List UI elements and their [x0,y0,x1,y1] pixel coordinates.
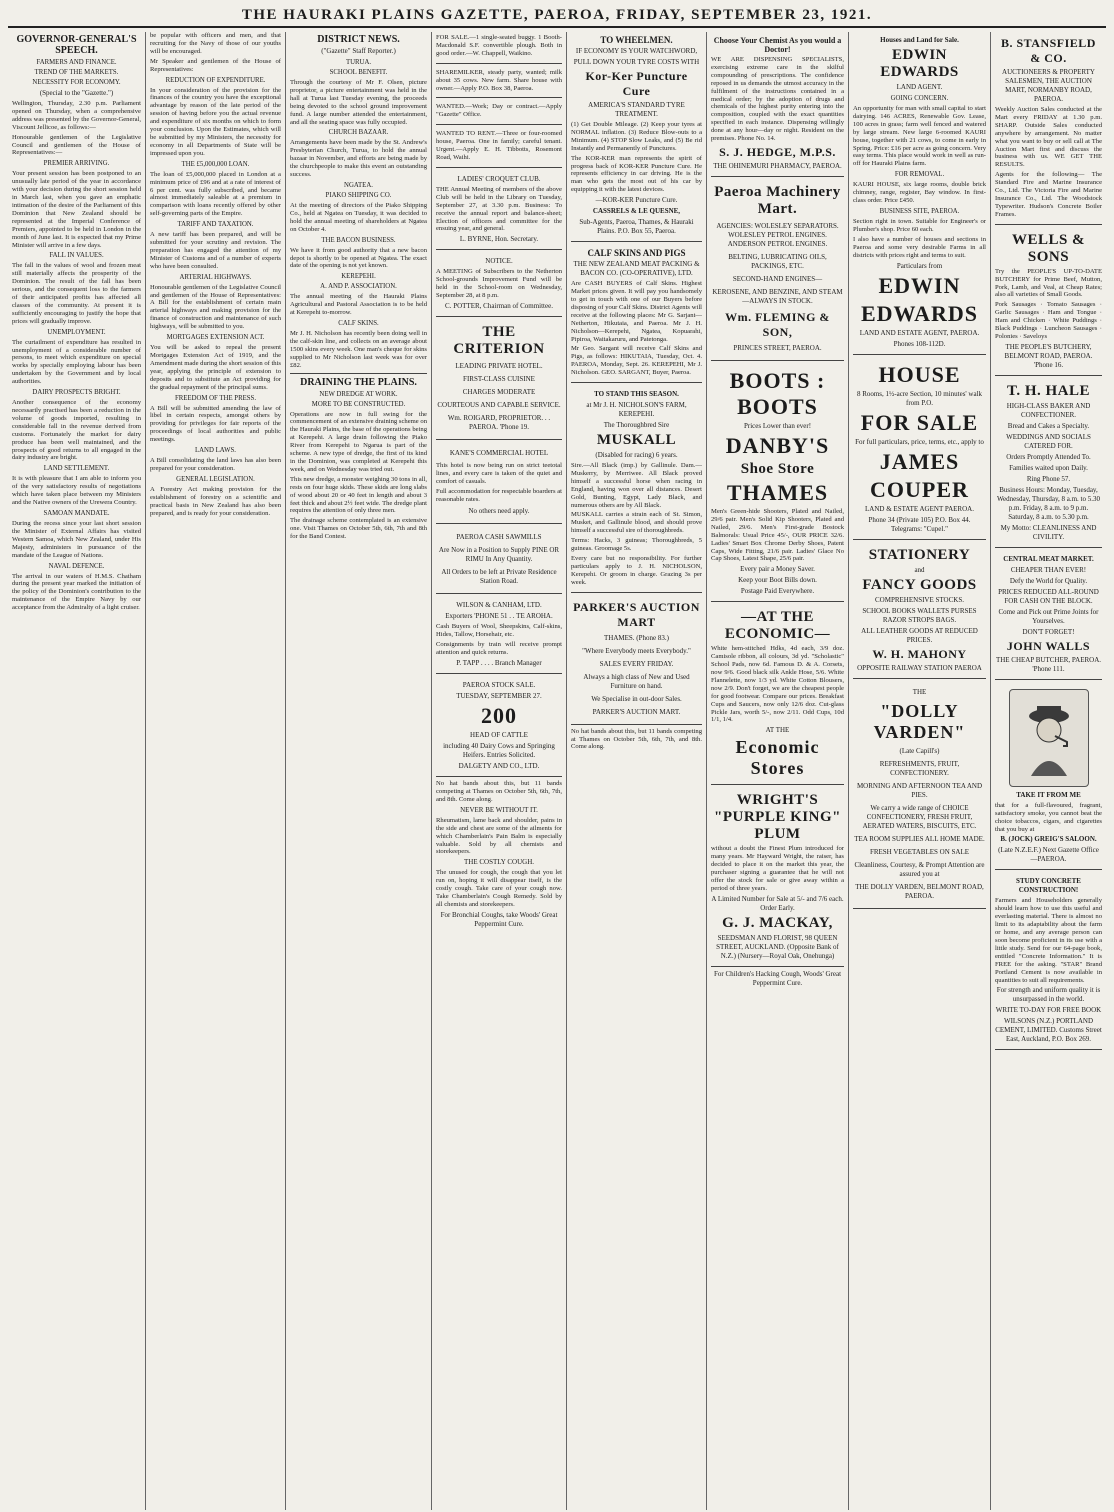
store-name: THAMES [726,479,829,505]
ad-title: HOUSE [878,361,961,387]
chemist-ad [711,32,844,177]
ad-line: SALES EVERY FRIDAY. [599,659,674,668]
ad-name: S. J. HEDGE, M.P.S. [719,144,836,159]
ad-name: B. STANSFIELD & CO. [1001,36,1096,65]
ad-sign: WILSONS (N.Z.) PORTLAND CEMENT, LIMITED. Customs Street East, Auckland, P.O. Box 269. [995,1017,1102,1044]
ad-line: HEAD OF CATTLE [470,731,528,740]
ad-line: LEADING PRIVATE HOTEL. [455,361,543,370]
tobacco-saloon-ad [995,683,1102,871]
ad-title: NOTICE. [485,257,513,266]
store-name: Shoe Store [740,460,815,477]
central-meat-ad [995,551,1102,680]
ad-line: TUESDAY, SEPTEMBER 27. [456,692,542,701]
ad-line: A Limited Number for Sale at 5/- and 7/6 each. Order Early. [711,894,844,912]
ad-line: THE [912,687,927,696]
section-label: Houses and Land for Sale. [880,36,959,44]
ad-line: (Late Capill's) [899,746,940,755]
ad-line: For full particulars, price, terms, etc., apply to [855,437,984,446]
economic-stores-ad [711,605,844,785]
section-head: PREMIER ARRIVING. [43,160,110,168]
cattle-count: 200 [481,703,517,729]
ad-text: MUSKALL carries a strain each of St. Simon, Musket, and Gallinule blood, and should prove himself a successful sire of thoroughbreds. [571,511,702,535]
paragraph: The curtailment of expenditure has resulted in unemployment of a considerable number of persons, to meet which expenditure on special works by specially employing labour has been undertaken by the Government and by local authorities. [12,338,141,386]
ad-title: LADIES' CROQUET CLUB. [457,174,541,183]
paragraph: The drainage scheme contemplated is an extensive one. Visit Thames on October 5th, 6th, 7th and 8th for the Band Contest. [290,517,427,541]
column-5 [567,32,707,1510]
paragraph: The arrival in our waters of H.M.S. Chatham during the present year marked the initiation of the policy of the Dominion's contribution to the maintenance of the Empire Navy by our acceptance from the Admiralty of a light cruiser. [12,572,141,612]
paragraph: A Bill consolidating the land laws has also been prepared for your consideration. [150,457,281,472]
ad-title: PAEROA CASH SAWMILLS [456,533,542,542]
article-title: DRAINING THE PLAINS. [300,376,417,388]
ad-name: JOHN WALLS [1006,638,1091,653]
ad-text: Cash Buyers of Wool, Sheepskins, Calf-skins, Hides, Tallow, Horsehair, etc. [436,623,562,639]
paragraph: be popular with officers and men, and that recruiting for the Navy of those of our youths will be encouraged. [150,32,281,55]
brand-name: Kor-Ker Puncture Cure [585,69,688,98]
paragraph: A Forestry Act making provision for the establishment of forestry on a scientific and practical basis in New Zealand has also been prepared, and is ready for your consideration. [150,485,281,517]
ad-text: This hotel is now being run on strict teetotal lines, and every care is taken of the quiet and comfort of casuals. [436,461,562,485]
ad-line: at Mr J. H. NICHOLSON'S FARM, KEREPEHI. [586,401,687,419]
horse-name: MUSKALL [596,432,677,449]
column-8 [991,32,1106,1510]
section-head: SAMOAN MANDATE. [43,509,110,517]
sawmills-ad [436,527,562,594]
ad-line: LAND AND ESTATE AGENT, PAEROA. [859,328,980,337]
section-head: LAND SETTLEMENT. [43,465,110,473]
ad-sign: DALGETY AND CO., LTD. [458,762,540,771]
ad-line: No others need apply. [468,507,530,516]
ad-name: Wm. FLEMING & SON, [725,309,830,339]
ad-text: SHAREMILKER, steady party, wanted; milk about 35 cows. New farm. Share house with owner.—Apply P.O. Box 38, Paeroa. [436,68,562,92]
ad-line: We Specialise in out-door Sales. [591,694,682,703]
paragraph: No hat bands about this, but 11 bands competing at Thames on October 5th, 6th, 7th, and 8th. Come along. [436,780,562,803]
section-head: MORTGAGES EXTENSION ACT. [166,334,265,342]
croquet-ad [436,171,562,250]
ad-title: BOOTS : BOOTS [729,367,826,419]
ad-name: COUPER [870,476,969,502]
ad-text: I also have a number of houses and sections in Paeroa and some very desirable Farms in all districts with prices right and terms to suit. [853,235,986,259]
ad-sign: L. BYRNE, Hon. Secretary. [459,235,539,244]
paragraph: A Bill will be submitted amending the law of libel in certain respects, amongst others by providing for privileges for fair reports of the proceedings of local authorities and public meetings. [150,404,281,444]
ad-line: The Thoroughbred Sire [603,421,670,430]
section-head: ARTERIAL HIGHWAYS. [179,273,252,281]
ad-title: KANE'S COMMERCIAL HOTEL [449,448,549,457]
ad-line: PULL DOWN YOUR TYRE COSTS WITH [573,58,700,66]
ad-line: THE NEW ZEALAND MEAT PACKING & BACON CO. (CO-OPERATIVE), LTD. [573,260,700,278]
ad-line: SEEDSMAN AND FLORIST, 98 QUEEN STREET, AUCKLAND. (Opposite Bank of N.Z.) (Nursery—Royal Oak, Onehunga) [716,933,839,960]
section-head: FREEDOM OF THE PRESS. [174,394,257,402]
store-name: Economic Stores [735,737,820,779]
ad-line: PRINCES STREET, PAEROA. [733,343,822,352]
ad-line: Exporters 'PHONE 51 . . TE AROHA. [445,612,553,621]
boots-ad [711,364,844,602]
ad-name: EDWARDS [860,300,979,326]
ad-title: "DOLLY VARDEN" [873,700,966,742]
ad-line: LAND & ESTATE AGENT PAEROA. [865,504,974,513]
ad-name: W. H. MAHONY [872,646,967,661]
paragraph: Rheumatism, lame back and shoulder, pains in the side and chest are some of the ailments for which Chamberlain's Pain Balm is especially valuable. Sold by all chemists and storekeepers. [436,816,562,856]
footer-ad: For Bronchial Coughs, take Woods' Great Peppermint Cure. [440,910,558,928]
section-head: LAND LAWS. [195,447,236,455]
ad-line: AUCTIONEERS & PROPERTY SALESMEN, THE AUCTION MART, NORMANBY ROAD, PAEROA. [1002,68,1095,103]
calf-skins-ad [571,245,702,383]
edwards-listings [853,32,986,355]
ad-name: EDWIN EDWARDS [880,47,959,80]
ad-line: Keep your Boot Bills down. [738,576,817,585]
classified-ad [436,101,562,125]
paragraph: At the meeting of directors of the Piako Shipping Co., held at Ngatea on Tuesday, it was decided to hold the annual meeting of shareholders at Ngatea on October 4. [290,201,427,233]
ad-line: For strength and uniform quality it is unsurpassed in the world. [996,986,1101,1004]
section-head: THE BACON BUSINESS. [321,236,396,244]
ad-name: WELLS & SONS [1011,231,1086,265]
korker-ad [571,32,702,242]
ad-text: Full accommodation for respectable boarders at reasonable rates. [436,487,562,503]
article-subhead: MORE TO BE CONSTRUCTED. [311,400,406,408]
paragraph: Arrangements have been made by the St. Andrew's Presbyterian Church, Turua, to hold the annual bazaar in November, and efforts are being made by the churchpeople to make this event an outstanding success. [290,139,427,179]
ad-title: —AT THE ECONOMIC— [724,609,831,643]
kane-hotel-ad [436,443,562,525]
ad-line: LAND AGENT. [896,83,943,91]
ad-line: Phones 108-112D. [893,339,946,348]
ad-line: (Late N.Z.E.F.) Next Gazette Office—PAEROA. [998,846,1099,864]
ad-title: THE COSTLY COUGH. [463,858,534,867]
ad-sign: P. TAPP . . . . Branch Manager [456,659,542,668]
pipe-smoker-icon [1019,698,1079,778]
ad-name: G. J. MACKAY, [722,914,833,931]
paragraph: Operations are now in full swing for the commencement of an extensive draining scheme on the Hauraki Plains, the base of the operations being at Kerepehi. A large drain following the Piako River from Kerepehi to Ngarua is part of the scheme. A new type of dredge, the first of its kind in the Dominion, was completed at Kerepehi this week, and on Wednesday was tried out. [290,410,427,473]
ad-line: Defy the World for Quality. [1009,576,1088,585]
wells-butchery-ad [995,228,1102,376]
ad-line: including 40 Dairy Cows and Springing Heifers. Entries Solicited. [443,742,555,760]
plum-ad [711,788,844,966]
stock-sale-ad [436,677,562,777]
ad-sign: THE PEOPLE'S BUTCHERY, BELMONT ROAD, PAEROA. 'Phone 16. [1004,342,1093,369]
classified-ad [436,67,562,99]
ad-sign: C. POTTER, Chairman of Committee. [445,301,553,310]
ad-title: PARKER'S AUCTION MART [573,599,700,629]
ad-text: Men's Green-hide Shooters, Plated and Nailed, 29/6 pair. Men's Solid Kip Shooters, Plated and Nailed, 29/6. Men's First-grade Bostock Balmorals: Usual Price 45/-, OUR PRICE 32/6. Ladies' Smart Box Chrome Derby Shoes, Patent Caps, Wide Fitting, 21/6 pair. Ladies' Glace No Cap Shoes, Latest Shape, 25/6 pair. [711,507,844,563]
byline: (Special to the "Gazette.") [39,89,114,97]
section-head: GOING CONCERN. [890,95,949,102]
ad-title: THE CRITERION [453,323,545,357]
ad-text: Pork Sausages · Tomato Sausages · Garlic Sausages · Ham and Tongue · Ham and Chicken · White Puddings · Black Puddings · Luncheon Sausages · Polonies · Saveloys [995,301,1102,340]
paragraph: It is with pleasure that I am able to inform you of the very satisfactory results of negotiations which have taken place between my Ministers and the Native owners of the Urewera Country. [12,475,141,507]
paragraph: No hat bands about this, but 11 bands competing at Thames on October 5th, 6th, 7th, and 8th. Come along. [571,727,702,751]
section-head: UNEMPLOYMENT. [47,328,106,336]
parkers-auction-ad [571,596,702,725]
section-head: CALF SKINS. [338,320,379,328]
ad-text: A MEETING of Subscribers to the Netherton School-grounds Improvement Fund will be held in the School-room on Wednesday, September 28, at 8 p.m. [436,268,562,300]
criterion-ad [436,320,562,440]
article-subhead: NEW DREDGE AT WORK. [319,390,398,398]
notice-ad [436,253,562,317]
ad-text: that for a full-flavoured, fragrant, satisfactory smoke, you cannot beat the choice tobaccos, cigars, and cigarettes that you buy at [995,801,1102,833]
column-2 [146,32,286,1510]
ad-line: OPPOSITE RAILWAY STATION PAEROA [857,663,982,672]
wilson-canham-ad [436,597,562,674]
ad-line: COURTEOUS AND CAPABLE SERVICE. [437,400,561,409]
ad-text: without a doubt the Finest Plum introduced for many years. Mr Hayward Wright, the raiser, has decided to place it on the market this year, the purchaser signing a guarantee that he will not offer the stock for sale or give away within a period of three years. [711,845,844,892]
ad-name: B. (JOCK) GREIG'S SALOON. [1000,835,1097,844]
paragraph: During the recess since your last short session the Minister of External Affairs has visited Western Samoa, which New Zealand, under His Majesty, administers in pursuance of the mandate of the League of Nations. [12,519,141,559]
ad-text: FOR SALE.—1 single-seated buggy. 1 Booth-Macdonald S.F. convertible plough. Both in good order.—W. Chappell, Waikino. [436,34,562,57]
stud-horse-ad [571,386,702,593]
ad-line: TEA ROOM SUPPLIES ALL HOME MADE. [854,834,985,843]
paragraph: The unused for cough, the cough that you let run on, hoping it will disappear itself, is the costly cough. Take care of your cough now. Take Chamberlain's Cough Remedy. Sold by all chemists and storekeepers. [436,869,562,908]
column-7 [849,32,991,1510]
ad-text: Terms: Hacks, 3 guineas; Thoroughbreds, 5 guineas. Groomage 5s. [571,537,702,553]
ad-line: HIGH-CLASS BAKER AND CONFECTIONER. [1006,401,1091,419]
ad-text: Agents for the following— The Standard Fire and Marine Insurance Co., Ltd. The Victoria Fire and Marine Insurance Co., Ltd. The Woodstock Typewriter. Hudson's Concrete Boiler Frames. [995,171,1102,218]
ad-line: AGENCIES: WOLESLEY SEPARATORS. WOLESLEY PETROL ENGINES. ANDERSON PETROL ENGINES. [716,221,839,248]
section-head: SCHOOL BENEFIT. [329,69,388,76]
ad-text: WE ARE DISPENSING SPECIALISTS, exercising extreme care in the skilful compounding of prescriptions. The confidence reposed in us demands the utmost accuracy in the fulfilment of the instructions contained in a medical order; by the adoption of drugs and chemicals of the highest purity entering into the composition, coupled with the exact quantities specified in each instance. Dispensing willingly done at any hour—day or night. Resident on the premises. Phone No. 14. [711,56,844,143]
ad-sign: THE DOLLY VARDEN, BELMONT ROAD, PAEROA. [855,882,984,900]
ad-title: FANCY GOODS [862,576,977,593]
ad-line: Ring Phone 57. [1026,474,1071,483]
ad-line: and [914,565,925,574]
place-head: NGATEA. [344,181,373,189]
hale-bakery-ad [995,379,1102,548]
paragraph: Your present session has been postponed to an unusually late period of the year in accordance with your decision during the short session held in March last, when you gave an emphatic intimation of the desire of the Parliament of this Dominion that New Zealand should be represented at the Imperial Conference of Premiers, appointed to be held in London in the month of June last. It is expected that my Prime Minister will arrive in a few days. [12,170,141,249]
ad-line: Business Hours: Monday, Tuesday, Wednesday, Thursday, 8 a.m. to 5.30 p.m. Friday, 8 a.m. to 9 p.m. Saturday, 8 a.m. to 5.30 p.m. [997,485,1100,521]
ad-line: Postage Paid Everywhere. [740,587,815,596]
paragraph: The loan of £5,000,000 placed in London at a minimum price of £96 and at a rate of interest of 6 per cent. was fully subscribed, and became almost immediately saleable at a premium in comparison with loans recently offered by other self-governing parts of the Empire. [150,170,281,218]
ad-line: Particulars from [896,261,943,270]
ad-text: Sire.—All Black (imp.) by Gallinule. Dam.—Muskerry, by Merriwee. All Black proved himself a successful horse when racing in England, having won over all distances. Desert Gold, Bunting, Egypt, Lady Black, and numerous others are by All Black. [571,462,702,509]
section-head: PIAKO SHIPPING CO. [325,191,392,199]
ad-line: BELTING, LUBRICATING OILS, PACKINGS, ETC. [728,252,827,270]
ad-text: White hem-stitched Hdks, 4d each, 3/9 doz. Camisole ribbon, all colours, 3d yd. "Scholastic" School Pads, now 6d. Famous D. & A. Corsets, now 9/6. Good black silk Ankle Hose, 5/6. White Flannelette, now 1/3 yd. White Cotton Blousers, now 2/9. Don't forget, we are the cheapest people for good footwear. Compare our prices. Breakfast Cups and Saucers, now only 12/6 doz. Cut-glass Pickle Jars, worth 5/-, now 2/11. Odd Cups, 10d 1/1, 1/4. [711,645,844,724]
ad-line: Come and Pick out Prime Joints for Yourselves. [998,607,1099,625]
article-subhead: TREND OF THE MARKETS. [34,69,119,76]
ad-title: TO STAND THIS SEASON. [594,390,679,399]
ad-line: PRICES REDUCED ALL-ROUND FOR CASH ON THE BLOCK. [998,587,1099,605]
ad-line: WEDDINGS AND SOCIALS CATERED FOR. [1006,432,1091,450]
section-head: BUSINESS SITE, PAEROA. [879,207,960,215]
ad-text: (1) Get Double Mileage. (2) Keep your tyres at NORMAL inflation. (3) Reduce Blow-outs to a Minimum. (4) STOP Slow Leaks, and (5) Be rid Instantly and Permanently of Punctures. [571,121,702,152]
ad-line: Prices Lower than ever! [743,421,812,430]
machinery-mart-ad [711,180,844,361]
paragraph: Through the courtesy of Mr F. Olsen, picture proprietor, a picture entertainment was held in the hall at Turua last Tuesday evening, the proceeds being devoted to the school ground improvement fund. A large number attended the entertainment, and all the seating space was fully occupied. [290,79,427,126]
section-head: DAIRY PROSPECTS BRIGHT. [32,389,121,397]
ad-text: Weekly Auction Sales conducted at the Mart every FRIDAY at 1.30 p.m. SHARP. Outside Sales conducted anywhere by arrangement. No matter what you want to buy or sell call at The Auction Mart first and discuss the business with us. WE GET THE RESULTS. [995,106,1102,169]
ad-line: SCHOOL BOOKS WALLETS PURSES RAZOR STROPS BAGS. [862,606,977,624]
ad-title: WILSON & CANHAM, LTD. [456,601,542,610]
ad-line: IF ECONOMY IS YOUR WATCHWORD, [575,47,698,55]
ad-title: NEVER BE WITHOUT IT. [460,805,538,814]
place-head: KEREPEHI. [341,273,376,281]
ad-title: FOR SALE [860,409,979,435]
ad-text: An opportunity for man with small capital to start dairying. 146 ACRES, Renewable Gov. Lease, 100 acres in grass; farm well fenced and watered by large stream. New large 6-roomed KAURI house, together with 21 cows, to come in early in Spring. Price: £16 per acre as going concern. Very easy terms. This place would work in well as run-off for Hauraki Plains farm. [853,105,986,168]
paragraph: This new dredge, a monster weighing 30 tons in all, rests on four huge skids. These skids are long slabs of wood about 20 or 40 feet in length and about 3 feet thick and about 2½ feet wide. The dredge plant requires the attention of only three men. [290,475,427,515]
ad-title: TO WHEELMEN. [600,35,673,45]
classified-ad [436,32,562,64]
ad-sign: —KOR-KER Puncture Cure. [595,196,678,205]
stansfield-ad [995,32,1102,225]
ad-text: Try the PEOPLE'S UP-TO-DATE BUTCHERY for Prime Beef, Mutton, Pork, Lamb, and Veal, at Cheap Rates; also all varieties of Small Goods. [995,267,1102,299]
section-head: TARIFF AND TAXATION. [177,221,254,229]
ad-line: All Orders to be left at Private Residence Station Road. [441,568,557,586]
section-head: FOR REMOVAL. [894,171,945,179]
column-4 [432,32,567,1510]
ad-sign: Wm. ROIGARD, PROPRIETOR. . . PAEROA. 'Phone 19. [447,413,551,431]
paragraph: You will be asked to repeal the present Mortgages Extension Act of 1919, and the Amendment made during the short session of this year, applying the principle of extension to deposits and to substitute an Act providing for the gradual repayment of the principal sums. [150,344,281,391]
ad-line: My Motto: CLEANLINESS AND CIVILITY. [1000,523,1097,541]
ad-text: Are CASH BUYERS of Calf Skins. Highest Market prices given. It will pay you handsomely to get in touch with one of our Buyers before disposing of your Calf Skins. District Agents will receive at the following places: Mr G. Sarjant—Netherton, Hikutaia, and Paeroa. Mr J. H. Nicholson—Kerepehi, Ngatea, Kopuarahi, Pipiroa, Waitakaruru, and Patetonga. [571,280,702,343]
ad-title: CENTRAL MEAT MARKET. [1003,554,1094,563]
ad-title: CALF SKINS AND PIGS [587,248,686,259]
ad-line: AMERICA'S STANDARD TYRE TREATMENT. [588,101,685,118]
stationery-ad [853,543,986,679]
ad-line: Are Now in a Position to Supply PINE OR RIMU In Any Quantity. [438,546,560,564]
ad-line: Always a high class of New and Used Furniture on hand. [583,672,690,690]
ad-name: JAMES [879,448,960,474]
paragraph: Honourable gentlemen of the Legislative Council and gentlemen of the House of Representatives:— [12,133,141,157]
dolly-varden-ad [853,682,986,909]
ad-title: STATIONERY [868,546,971,563]
section-head: NAVAL DEFENCE. [48,562,105,570]
paragraph: Honourable gentlemen of the Legislative Council and gentlemen of the House of Representatives: A Bill for the establishment of certain main arterial highways and making provision for the finance of construction and maintenance of such highways, will be submitted to you. [150,283,281,331]
ad-text: WANTED TO RENT.—Three or four-roomed house, Paeroa. One in family; careful tenant. Urgent.—Apply E. H. Tibbotts, Rosemont Road, Waihi. [436,130,562,161]
section-head: FALL IN VALUES. [49,252,104,260]
ad-line: Families waited upon Daily. [1009,463,1088,472]
ad-title: WRIGHT'S "PURPLE KING" PLUM [714,792,841,843]
ad-text: WANTED.—Work; Day or contract.—Apply "Gazette" Office. [436,103,562,119]
paragraph: Mr J. H. Nicholson has recently been doing well in the calf-skin line, and collects on an average about 1500 skins every week. One man's cheque for skins supplied to Mr Nicholson last week was for over £82. [290,330,427,369]
ad-title: PAEROA STOCK SALE. [462,681,536,690]
byline: ("Gazette" Staff Reporter.) [321,47,396,55]
ad-line: CHARGES MODERATE [462,387,536,396]
paragraph: A new tariff has been prepared, and will be submitted for your scrutiny and revision. The preparation has engaged the attention of my Minister of Customs and of a number of experts who have been consulted. [150,231,281,270]
section-head: CHURCH BAZAAR. [328,129,389,137]
ad-line: WRITE TO-DAY FOR FREE BOOK [995,1006,1102,1015]
ad-line: REFRESHMENTS, FRUIT, CONFECTIONERY. [879,759,960,777]
section-head: GENERAL LEGISLATION. [176,475,255,483]
ad-line: Orders Promptly Attended To. [1006,452,1091,461]
ad-text: THE Annual Meeting of members of the above Club will be held in the Library on Tuesday, September 27, at 3.30 p.m. Business: To receive the annual report and balance-sheet; Election of officers and committee for the ensuing year, and general. [436,185,562,233]
section-head: A. AND P. ASSOCIATION. [320,283,397,291]
paragraph: In your consideration of the provision for the finances of the country you have the exceptional advantage by reason of the late period of the session of having before you the actual revenue and expenditure of six months on which to form your conclusion. Upon the Estimates, which will be submitted by my Ministers, the necessity for economy in all Departments of State will be impressed upon you. [150,86,281,157]
column-6 [707,32,849,1510]
ad-line: (Disabled for racing) 6 years. [595,451,678,460]
ad-text: KAURI HOUSE, six large rooms, double brick chimney, range, register, Bay window. In first-class order. Price £450. [853,181,986,205]
ad-title: Choose Your Chemist As you would a Doctor! [713,36,842,54]
ad-line: AT THE [765,726,790,735]
ad-line: Bread and Cakes a Specialty. [1007,421,1090,430]
ad-line: Phone 34 (Private 105) P.O. Box 44. Telegrams: "Cupel." [868,515,971,533]
ad-text: Section right in town. Suitable for Engineer's or Plumber's shop. Price 60 each. [853,217,986,233]
ad-line: SECOND-HAND ENGINES— [732,274,823,283]
paragraph: We have it from good authority that a new bacon depot is shortly to be opened at Ngatea. The exact date of the opening is not yet known. [290,246,427,270]
ad-line: ALL LEATHER GOODS AT REDUCED PRICES. [861,626,978,644]
ad-text: Farmers and Householders generally should learn how to use this useful and everlasting material. There is almost no limit to its adaptability about the farm or home, and any average person can soon become proficient in its use with a little study. Send for our 64-page book, entitled "Concrete Information." It is FREE for the asking. "STAR" Brand Portland Cement is now available in quantities to suit all requirements. [995,897,1102,984]
ad-line: Every pair a Money Saver. [740,565,815,574]
concrete-ad [995,873,1102,1050]
ad-text: Mr Geo. Sargant will receive Calf Skins and Pigs, as follows: HIKUTAIA, Tuesday, Oct. 4. PAEROA, Monday, Sept. 26. KEREPEHI, Mr J. Nicholson. GEO. SARGANT, Buyer, Paeroa. [571,345,702,377]
ad-title: Paeroa Machinery Mart. [714,183,841,217]
columns [8,32,1106,1510]
ad-line: THE OHINEMURI PHARMACY, PAEROA. [713,161,842,170]
paragraph: Mr Speaker and gentlemen of the House of Representatives: [150,57,281,73]
ad-text: Consignments by train will receive prompt attention and quick returns. [436,641,562,657]
ad-sign: PARKER'S AUCTION MART. [592,707,681,716]
ad-line: THAMES. (Phone 83.) [604,633,669,642]
article-title: GOVERNOR-GENERAL'S SPEECH. [16,34,137,56]
ad-text: Every care but no responsibility. For further particulars apply to J. H. NICHOLSON, Kerepehi. Or groom in charge. Grazing 3s per week. [571,555,702,586]
section-head: THE £5,000,000 LOAN. [181,160,250,168]
ad-title: STUDY CONCRETE CONSTRUCTION! [1016,877,1081,895]
ad-title: CASSRELS & LE QUESNE, [592,207,681,216]
ad-line: FIRST-CLASS CUISINE [463,374,535,383]
paragraph: The fall in the values of wool and frozen meat still materially affects the prosperity of the Dominion. The result of the fall has been serious, and the consequent loss to the farmers of their anticipated profits has affected all classes of the community. At present it is sufficiently encouraging to justify the hope that prices will gradually improve. [12,262,141,325]
ad-line: THE CHEAP BUTCHER, PAEROA. 'Phone 111. [995,655,1102,673]
ad-text: The KOR-KER man represents the spirit of progress back of KOR-KER Puncture Cure. He represents efficiency in car driving. He is the man who gets the most out of his car by equipping it with the latest devices. [571,154,702,194]
footer-ad: For Children's Hacking Cough, Woods' Great Peppermint Cure. [713,969,842,987]
ad-line: We carry a wide range of CHOICE CONFECTIONERY, FRESH FRUIT, AERATED WATERS, BISCUITS, ETC. [862,803,977,830]
article-title: DISTRICT NEWS. [317,34,400,45]
ad-line: Sub-Agents, Paeroa, Thames, & Hauraki Plains. P.O. Box 55, Paeroa. [579,218,694,236]
article-subhead: FARMERS AND FINANCE. [36,59,117,66]
store-name: DANBY'S [725,432,830,458]
man-with-pipe-illustration [1009,689,1089,787]
divider [290,373,427,374]
paragraph: Another consequence of the economy necessarily practised has been a reduction in the volume of goods imported, resulting in considerable fall in the revenue derived from customs. Fortunately the market for dairy produce has been well maintained, and the prospects of good returns to all engaged in the dairy industry are bright. [12,399,141,462]
ad-line: "Where Everybody meets Everybody." [582,646,691,655]
ad-line: Cleanliness, Courtesy, & Prompt Attention are assured you at [854,860,985,878]
ad-name: T. H. HALE [1006,382,1091,399]
ad-name: EDWIN [878,272,961,298]
ad-line: COMPREHENSIVE STOCKS. [875,595,964,604]
masthead: THE HAURAKI PLAINS GAZETTE, PAEROA, FRIDAY, SEPTEMBER 23, 1921. [8,4,1106,28]
paragraph: Wellington, Thursday, 2.30 p.m. Parliament opened on Thursday, when a comprehensive address was presented by the Governor-General, Viscount Jellicoe, as follows:— [12,100,141,131]
column-3 [286,32,432,1510]
ad-title: TAKE IT FROM ME [1016,790,1081,799]
section-head: REDUCTION OF EXPENDITURE. [165,76,266,84]
ad-line: MORNING AND AFTERNOON TEA AND PIES. [856,781,983,799]
place-head: TURUA. [345,59,372,66]
ad-line: KEROSENE, AND BENZINE, AND STEAM—ALWAYS IN STOCK. [712,287,843,305]
classified-ad [436,128,562,168]
ad-line: DON'T FORGET! [1022,627,1075,636]
ad-line: 8 Rooms, 1½-acre Section, 10 minutes' walk from P.O. [856,389,983,407]
ad-line: FRESH VEGETABLES ON SALE [869,847,970,856]
couper-house-ad [853,358,986,540]
article-subhead: NECESSITY FOR ECONOMY. [32,79,121,86]
ad-line: CHEAPER THAN EVER! [1010,565,1087,574]
paragraph: The annual meeting of the Hauraki Plains Agricultural and Pastoral Association is to be held at Kerepehi to-morrow. [290,293,427,317]
column-1 [8,32,146,1510]
